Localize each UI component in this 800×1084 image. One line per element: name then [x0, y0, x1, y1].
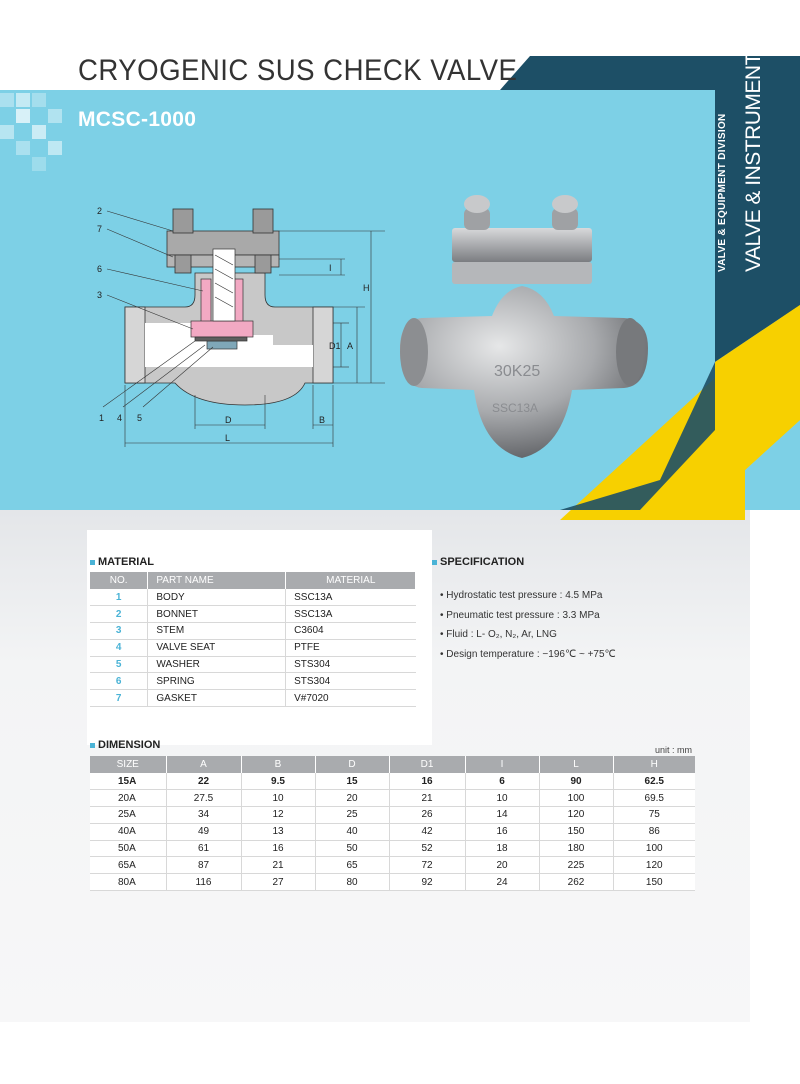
column-header: NO.: [90, 572, 148, 589]
callout-5: 5: [137, 413, 143, 423]
table-cell: 50: [315, 840, 389, 857]
column-header: B: [241, 756, 315, 773]
callout-1: 1: [99, 413, 105, 423]
model-number: MCSC-1000: [78, 108, 197, 131]
table-cell: GASKET: [148, 690, 286, 707]
table-cell: 20: [465, 857, 539, 874]
dim-label-a: A: [347, 341, 354, 351]
table-cell: 6: [465, 773, 539, 790]
dim-label-l: L: [225, 433, 231, 443]
table-cell: 1: [90, 589, 148, 606]
unit-label: unit : mm: [655, 745, 693, 755]
table-cell: 16: [465, 823, 539, 840]
column-header: H: [613, 756, 695, 773]
table-row: [90, 673, 416, 690]
table-cell: 180: [539, 840, 613, 857]
dim-label-b: B: [319, 415, 326, 425]
table-cell: STS304: [286, 656, 416, 673]
table-cell: 9.5: [241, 773, 315, 790]
table-cell: PTFE: [286, 639, 416, 656]
dim-label-d1: D1: [329, 341, 341, 351]
table-cell: 100: [613, 840, 695, 857]
category-label: VALVE & INSTRUMENTS: [742, 39, 765, 272]
table-cell: 92: [389, 874, 465, 891]
table-cell: 80A: [90, 874, 166, 891]
table-cell: 4: [90, 639, 148, 656]
column-header: SIZE: [90, 756, 166, 773]
spec-item: • Pneumatic test pressure : 3.3 MPa: [440, 609, 600, 621]
table-cell: 20: [315, 790, 389, 807]
column-header: PART NAME: [148, 572, 286, 589]
body-mark-material: SSC13A: [492, 401, 539, 415]
table-cell: SPRING: [148, 673, 286, 690]
column-header: MATERIAL: [286, 572, 416, 589]
table-cell: 15: [315, 773, 389, 790]
table-cell: VALVE SEAT: [148, 639, 286, 656]
valve-product-photo: [392, 190, 654, 460]
table-cell: 225: [539, 857, 613, 874]
table-cell: 50A: [90, 840, 166, 857]
table-cell: 16: [389, 773, 465, 790]
table-cell: 2: [90, 606, 148, 623]
table-cell: SSC13A: [286, 589, 416, 606]
dimension-heading: DIMENSION: [90, 739, 160, 751]
spec-item: • Hydrostatic test pressure : 4.5 MPa: [440, 590, 603, 601]
dim-label-h: H: [363, 283, 370, 293]
spec-item: • Fluid : L- O₂, N₂, Ar, LNG: [440, 629, 557, 640]
table-cell: 69.5: [613, 790, 695, 807]
table-cell: 34: [166, 807, 241, 824]
spec-item: • Design temperature : −196℃ ~ +75℃: [440, 648, 616, 660]
table-row: [90, 823, 695, 840]
table-row: [90, 857, 695, 874]
table-cell: BODY: [148, 589, 286, 606]
table-row: [90, 639, 416, 656]
table-cell: 18: [465, 840, 539, 857]
table-cell: 3: [90, 623, 148, 640]
table-cell: 42: [389, 823, 465, 840]
table-cell: 86: [613, 823, 695, 840]
table-cell: 6: [90, 673, 148, 690]
table-cell: 61: [166, 840, 241, 857]
column-header: A: [166, 756, 241, 773]
page-title: CRYOGENIC SUS CHECK VALVE: [78, 54, 518, 87]
table-cell: 16: [241, 840, 315, 857]
table-cell: 40: [315, 823, 389, 840]
table-cell: 100: [539, 790, 613, 807]
table-cell: 12: [241, 807, 315, 824]
table-cell: 150: [539, 823, 613, 840]
specification-list: [440, 590, 616, 668]
table-cell: 22: [166, 773, 241, 790]
table-cell: C3604: [286, 623, 416, 640]
table-cell: V#7020: [286, 690, 416, 707]
table-cell: 21: [241, 857, 315, 874]
table-cell: 13: [241, 823, 315, 840]
table-cell: 72: [389, 857, 465, 874]
table-header-row: [90, 756, 695, 773]
table-cell: 15A: [90, 773, 166, 790]
table-cell: 120: [613, 857, 695, 874]
table-cell: WASHER: [148, 656, 286, 673]
table-cell: 75: [613, 807, 695, 824]
table-cell: 150: [613, 874, 695, 891]
table-row: [90, 807, 695, 824]
table-cell: 14: [465, 807, 539, 824]
table-cell: 24: [465, 874, 539, 891]
valve-cross-section-diagram: [95, 195, 385, 455]
dim-label-d: D: [225, 415, 232, 425]
body-mark-rating: 30K25: [494, 363, 541, 380]
table-cell: 116: [166, 874, 241, 891]
table-cell: 10: [241, 790, 315, 807]
column-header: D1: [389, 756, 465, 773]
table-row: [90, 790, 695, 807]
table-cell: 7: [90, 690, 148, 707]
table-cell: 80: [315, 874, 389, 891]
table-cell: 10: [465, 790, 539, 807]
table-cell: 21: [389, 790, 465, 807]
table-cell: 27.5: [166, 790, 241, 807]
table-row: [90, 874, 695, 891]
division-label: VALVE & EQUIPMENT DIVISION: [717, 113, 728, 272]
dimension-table: [90, 756, 695, 891]
table-row: [90, 773, 695, 790]
table-cell: 52: [389, 840, 465, 857]
column-header: I: [465, 756, 539, 773]
table-row: [90, 606, 416, 623]
table-cell: 49: [166, 823, 241, 840]
material-heading: MATERIAL: [90, 556, 154, 568]
callout-2: 2: [97, 206, 103, 216]
table-cell: BONNET: [148, 606, 286, 623]
column-header: L: [539, 756, 613, 773]
table-row: [90, 589, 416, 606]
table-cell: 90: [539, 773, 613, 790]
table-cell: 62.5: [613, 773, 695, 790]
table-cell: 20A: [90, 790, 166, 807]
table-cell: 25: [315, 807, 389, 824]
table-cell: STS304: [286, 673, 416, 690]
table-header-row: [90, 572, 416, 589]
callout-6: 6: [97, 264, 103, 274]
table-cell: 26: [389, 807, 465, 824]
table-cell: 27: [241, 874, 315, 891]
table-cell: STEM: [148, 623, 286, 640]
table-cell: 262: [539, 874, 613, 891]
table-cell: SSC13A: [286, 606, 416, 623]
material-table: [90, 572, 416, 707]
table-row: [90, 690, 416, 707]
table-cell: 5: [90, 656, 148, 673]
table-cell: 120: [539, 807, 613, 824]
callout-7: 7: [97, 224, 103, 234]
column-header: D: [315, 756, 389, 773]
table-cell: 65: [315, 857, 389, 874]
table-row: [90, 623, 416, 640]
table-row: [90, 656, 416, 673]
table-cell: 40A: [90, 823, 166, 840]
callout-3: 3: [97, 290, 103, 300]
table-cell: 25A: [90, 807, 166, 824]
table-cell: 65A: [90, 857, 166, 874]
table-cell: 87: [166, 857, 241, 874]
specification-heading: SPECIFICATION: [432, 556, 524, 568]
callout-4: 4: [117, 413, 123, 423]
table-row: [90, 840, 695, 857]
dim-label-i: I: [329, 263, 332, 273]
